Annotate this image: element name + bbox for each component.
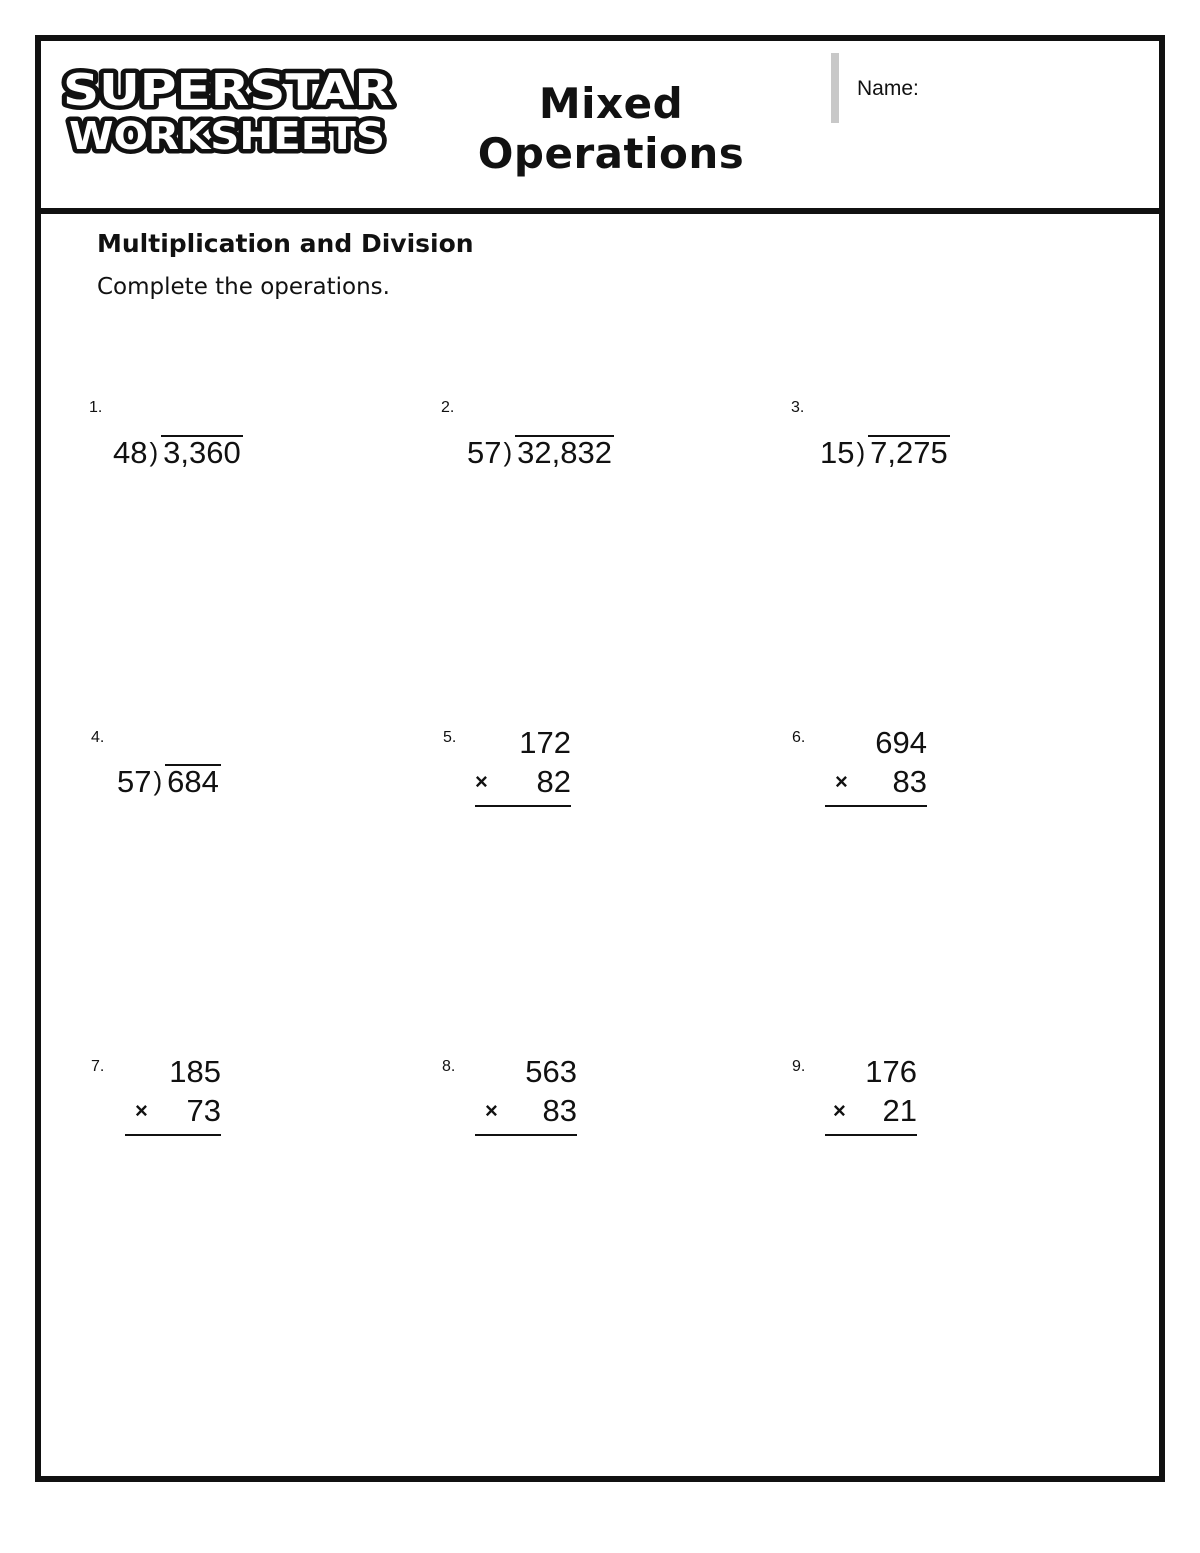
divisor: 57 [467, 435, 502, 470]
problem-number: 8. [442, 1058, 456, 1075]
bottom-factor: 83 [892, 764, 927, 799]
logo-line-2: WORKSHEETS [69, 114, 385, 158]
answer-line [825, 1134, 917, 1136]
answer-line [825, 805, 927, 807]
division-bracket: ) [153, 766, 163, 796]
bottom-factor: 82 [536, 764, 571, 799]
bottom-row [475, 762, 571, 801]
problem-number: 6. [792, 729, 806, 746]
times-icon: × [475, 769, 488, 794]
divisor: 48 [113, 435, 148, 470]
answer-line [475, 805, 571, 807]
division-bracket: ) [856, 437, 866, 467]
bottom-row [475, 1091, 577, 1130]
divisor: 57 [117, 764, 152, 799]
dividend: 684 [167, 764, 219, 799]
section-title: Multiplication and Division [97, 229, 474, 258]
multiplication-problem-8 [475, 1052, 577, 1136]
problem-number: 2. [441, 399, 455, 416]
divisor: 15 [820, 435, 855, 470]
worksheet-header [41, 41, 1159, 214]
multiplication-problem-5 [475, 723, 571, 807]
problem-number: 3. [791, 399, 805, 416]
division-problem-3 [820, 435, 950, 471]
division-problem-4 [117, 764, 221, 800]
multiplication-problem-6 [825, 723, 927, 807]
dividend: 7,275 [870, 435, 948, 470]
logo-line-1: SUPERSTAR [63, 65, 393, 116]
title-line-2: Operations [477, 129, 745, 178]
answer-line [125, 1134, 221, 1136]
superstar-worksheets-logo [59, 57, 404, 167]
bottom-row [825, 762, 927, 801]
worksheet-frame [35, 35, 1165, 1482]
top-factor: 694 [875, 725, 927, 760]
division-problem-2 [467, 435, 614, 471]
problem-number: 1. [89, 399, 103, 416]
top-factor: 563 [525, 1054, 577, 1089]
division-problem-1 [113, 435, 243, 471]
problem-number: 5. [443, 729, 457, 746]
multiplication-problem-7 [125, 1052, 221, 1136]
problem-number: 4. [91, 729, 105, 746]
bottom-factor: 73 [186, 1093, 221, 1128]
times-icon: × [833, 1098, 846, 1123]
bottom-factor: 21 [882, 1093, 917, 1128]
division-bracket: ) [503, 437, 513, 467]
dividend: 3,360 [163, 435, 241, 470]
name-label[interactable]: Name: [857, 77, 919, 100]
problem-number: 7. [91, 1058, 105, 1075]
division-bracket: ) [149, 437, 159, 467]
title-line-1: Mixed [538, 79, 684, 128]
name-divider [831, 53, 839, 123]
times-icon: × [485, 1098, 498, 1123]
answer-line [475, 1134, 577, 1136]
multiplication-problem-9 [825, 1052, 917, 1136]
instructions: Complete the operations. [97, 274, 390, 300]
bottom-row [125, 1091, 221, 1130]
worksheet-title [441, 79, 781, 179]
top-factor: 172 [519, 725, 571, 760]
times-icon: × [135, 1098, 148, 1123]
bottom-row [825, 1091, 917, 1130]
top-factor: 176 [865, 1054, 917, 1089]
dividend: 32,832 [517, 435, 612, 470]
times-icon: × [835, 769, 848, 794]
problem-number: 9. [792, 1058, 806, 1075]
bottom-factor: 83 [542, 1093, 577, 1128]
top-factor: 185 [169, 1054, 221, 1089]
